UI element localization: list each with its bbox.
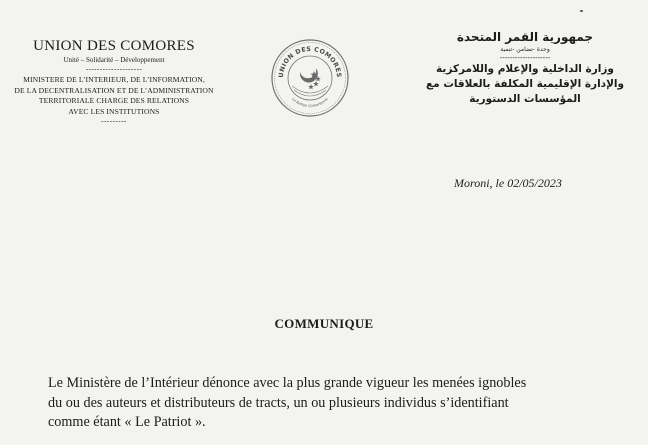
ministry-line: DE LA DECENTRALISATION ET DE L’ADMINISTRATION (14, 85, 214, 95)
motto-fr: Unité – Solidarité – Développement (63, 56, 165, 64)
ministry-name-ar (410, 62, 640, 107)
ministry-line: AVEC LES INSTITUTIONS (68, 106, 160, 116)
separator-fr: -------------------- (85, 65, 143, 73)
document-body (48, 374, 618, 433)
ministry-line-ar: المؤسسات الدستورية (469, 93, 581, 105)
body-line: Le Ministère de l’Intérieur dénonce avec la plus grande vigueur les menées ignobles (48, 375, 527, 391)
ministry-line: MINISTERE DE L’INTERIEUR, DE L’INFORMATION, (23, 75, 205, 84)
separator-ar: -------------------- (499, 54, 551, 62)
country-name-ar: جمهورية القمر المتحدة (456, 30, 594, 44)
body-line: comme étant « Le Patriot ». (48, 414, 206, 430)
document-date: Moroni, le 02/05/2023 (454, 176, 562, 190)
ministry-line-ar: وزارة الداخلية والإعلام واللامركزية (436, 63, 614, 75)
ministry-name-fr (0, 75, 228, 117)
country-name-fr: UNION DES COMORES (33, 38, 195, 54)
body-line: du ou des auteurs et distributeurs de tracts, un ou plusieurs individus s’identifiant (48, 394, 509, 411)
seal-text: UNION DES COMORES (277, 45, 343, 79)
document-title: COMMUNIQUE (274, 316, 374, 331)
seal-bottom-text: La Nation Comorienne (291, 97, 329, 109)
paper-speck (580, 10, 583, 12)
ministry-line-ar: والإدارة الإقليمية المكلفة بالعلاقات مع (425, 78, 625, 90)
header-right-arabic (410, 30, 640, 107)
motto-ar: وحدة -تضامن -تنمية (500, 46, 550, 53)
header-left-french (0, 38, 228, 125)
comoros-seal-emblem (270, 38, 350, 118)
svg-text:La Nation Comorienne (291, 97, 329, 108)
ministry-line: TERRITORIALE CHARGE DES RELATIONS (38, 96, 190, 105)
separator-bottom-fr: --------- (101, 117, 127, 125)
